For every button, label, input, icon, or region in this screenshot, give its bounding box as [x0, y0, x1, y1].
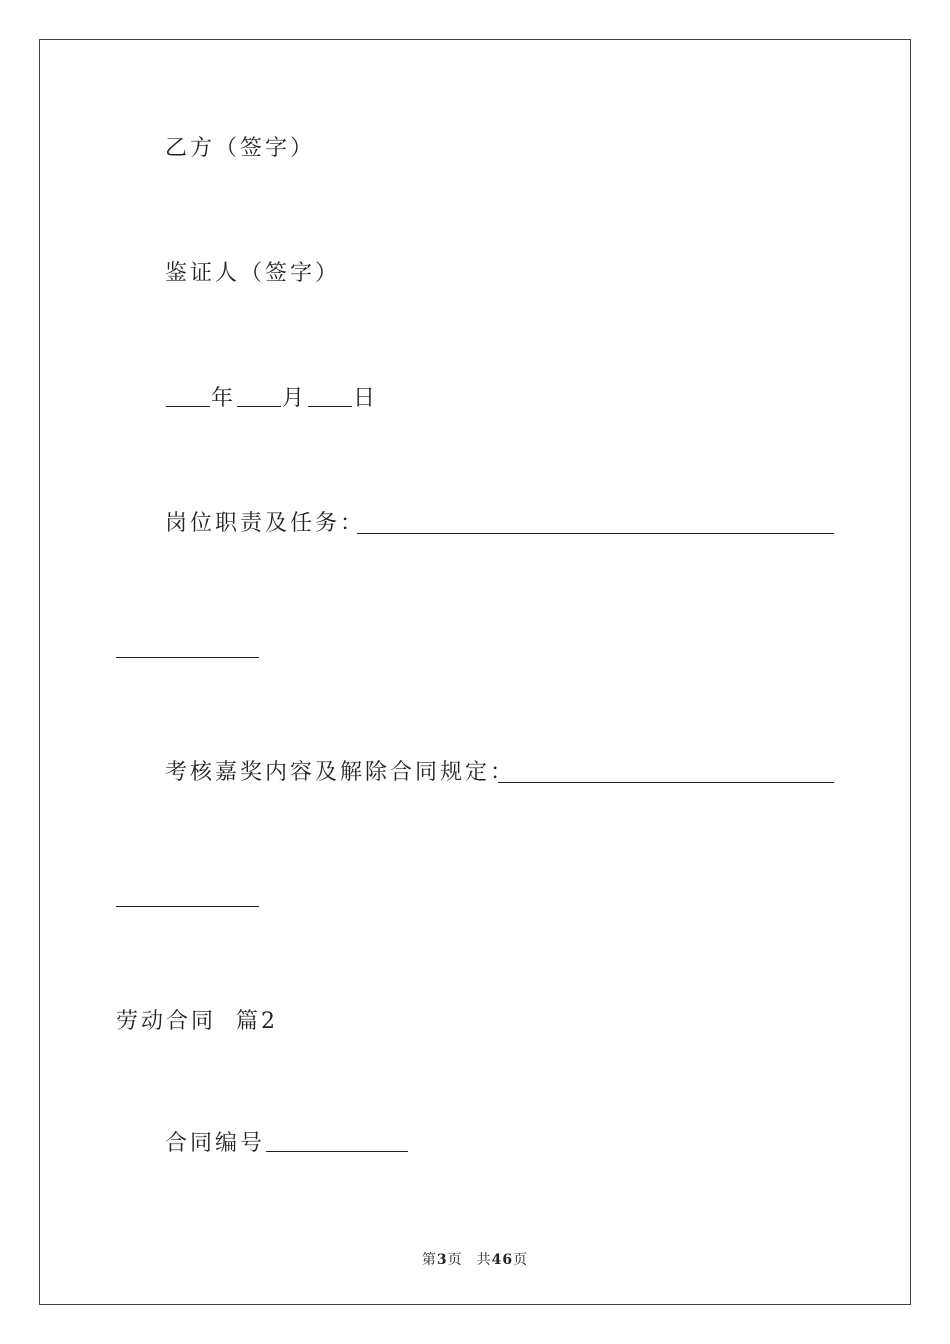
footer-page-suffix: 页 — [447, 1252, 463, 1268]
contract-number-label: 合同编号 — [165, 1131, 266, 1156]
contract-number-line — [165, 1133, 409, 1155]
year-label: 年 — [211, 386, 237, 411]
year-blank[interactable] — [166, 405, 210, 407]
contract-number-blank[interactable] — [266, 1150, 408, 1152]
assessment-label: 考核嘉奖内容及解除合同规定： — [165, 760, 516, 785]
section-title: 劳动合同 篇2 — [116, 1009, 278, 1034]
party-b-signature-label: 乙方（签字） — [165, 136, 316, 161]
date-line — [165, 388, 378, 410]
current-page-number: 3 — [436, 1252, 448, 1268]
duties-label: 岗位职责及任务： — [165, 511, 366, 536]
footer-total-suffix: 页 — [513, 1252, 529, 1268]
page-frame — [39, 39, 911, 1305]
assessment-fill-line[interactable] — [498, 782, 834, 783]
footer-total-prefix: 共 — [476, 1252, 492, 1268]
duties-fill-line-continued[interactable] — [116, 657, 259, 658]
total-page-count: 46 — [491, 1252, 514, 1268]
month-label: 月 — [282, 386, 308, 411]
day-label: 日 — [353, 386, 379, 411]
footer-prefix: 第 — [421, 1252, 437, 1268]
day-blank[interactable] — [308, 405, 352, 407]
month-blank[interactable] — [237, 405, 281, 407]
page-footer — [0, 1249, 950, 1269]
assessment-fill-line-continued[interactable] — [116, 906, 259, 907]
witness-signature-label: 鉴证人（签字） — [165, 261, 341, 286]
duties-fill-line[interactable] — [357, 533, 834, 534]
